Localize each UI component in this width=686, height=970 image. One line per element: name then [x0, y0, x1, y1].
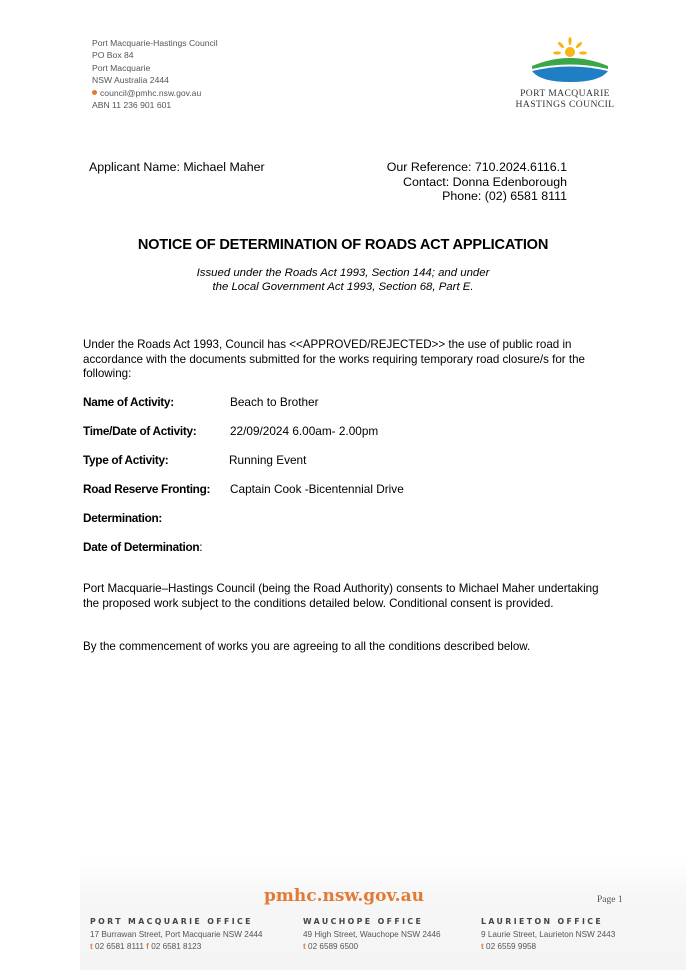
office-wauchope [303, 916, 441, 954]
page-number: Page 1 [597, 895, 623, 905]
our-reference: Our Reference: 710.2024.6116.1 [386, 160, 567, 174]
office-laurieton [481, 916, 615, 954]
water-shape [532, 67, 608, 83]
office-name: LAURIETON OFFICE [481, 917, 604, 926]
phone-mark: t [481, 942, 484, 951]
sun-icon [553, 37, 587, 57]
reference-block [387, 160, 567, 204]
road-value: Captain Cook -Bicentennial Drive [230, 482, 404, 496]
row-road [83, 482, 404, 496]
road-label: Road Reserve Fronting: [83, 482, 211, 496]
letterhead-address [92, 37, 218, 111]
email[interactable]: council@pmhc.nsw.gov.au [100, 87, 202, 98]
website-link[interactable]: pmhc.nsw.gov.au [264, 886, 424, 906]
intro-paragraph: Under the Roads Act 1993, Council has <<APPROVED/REJECTED>> the use of public road in accordance with the documents submitted for the works requiring temporary road closure/s for the following: [83, 338, 585, 381]
fax-mark: f [146, 942, 149, 951]
abn: ABN 11 236 901 601 [92, 100, 172, 111]
logo-line-2: HASTINGS COUNCIL [515, 99, 615, 110]
email-line [92, 87, 218, 99]
commencement-paragraph: By the commencement of works you are agreeing to all the conditions described below. [83, 640, 531, 653]
applicant-name: Applicant Name: Michael Maher [89, 160, 265, 174]
time-label: Time/Date of Activity: [83, 424, 197, 438]
email-bullet-icon [92, 90, 97, 95]
issued-under [0, 266, 686, 295]
office-phone: 02 6559 9958 [486, 942, 537, 951]
office-name: WAUCHOPE OFFICE [303, 917, 424, 926]
row-type [83, 453, 307, 467]
footer-background [80, 860, 686, 970]
type-value: Running Event [229, 453, 307, 467]
office-phone: 02 6581 8111 [95, 942, 144, 951]
phone: Phone: (02) 6581 8111 [442, 189, 567, 204]
office-name: PORT MACQUARIE OFFICE [90, 917, 253, 926]
activity-value: Beach to Brother [230, 395, 319, 409]
issued-line-2: the Local Government Act 1993, Section 68, Part E. [212, 281, 474, 294]
determination-label: Determination: [83, 511, 163, 525]
time-value: 22/09/2024 6.00am- 2.00pm [230, 424, 379, 438]
date-colon: : [199, 540, 203, 554]
office-address: 17 Burrawan Street, Port Macquarie NSW 2444 [90, 929, 263, 939]
row-date [83, 540, 203, 554]
state: NSW Australia 2444 [92, 75, 169, 86]
row-time [83, 424, 379, 438]
po-box: PO Box 84 [92, 50, 134, 61]
date-label: Date of Determination [83, 540, 200, 554]
row-activity [83, 395, 319, 409]
type-label: Type of Activity: [83, 453, 169, 467]
phone-mark: t [90, 942, 93, 951]
contact: Contact: Donna Edenborough [403, 174, 567, 189]
office-phones [303, 941, 441, 954]
consent-paragraph: Port Macquarie–Hastings Council (being the Road Authority) consents to Michael Maher undertaking the proposed work subject to the conditions detailed below. Conditional consent is provided. [83, 582, 599, 610]
logo-line-1: PORT MACQUARIE [520, 88, 610, 99]
office-phone: 02 6589 6500 [308, 942, 359, 951]
town: Port Macquarie [92, 62, 151, 73]
phone-mark: t [303, 942, 306, 951]
logo-text [505, 88, 625, 110]
activity-label: Name of Activity: [83, 395, 174, 409]
office-phones [90, 941, 262, 954]
page-title: NOTICE OF DETERMINATION OF ROADS ACT APPLICATION [137, 237, 549, 253]
office-fax: 02 6581 8123 [151, 942, 202, 951]
office-address: 49 High Street, Wauchope NSW 2446 [303, 929, 441, 939]
office-address: 9 Laurie Street, Laurieton NSW 2443 [481, 929, 616, 939]
row-determination [83, 511, 162, 525]
org-name: Port Macquarie-Hastings Council [92, 38, 218, 48]
office-phones [481, 941, 615, 954]
issued-line-1: Issued under the Roads Act 1993, Section 144; and under [196, 267, 490, 279]
office-port-macquarie [90, 916, 262, 954]
